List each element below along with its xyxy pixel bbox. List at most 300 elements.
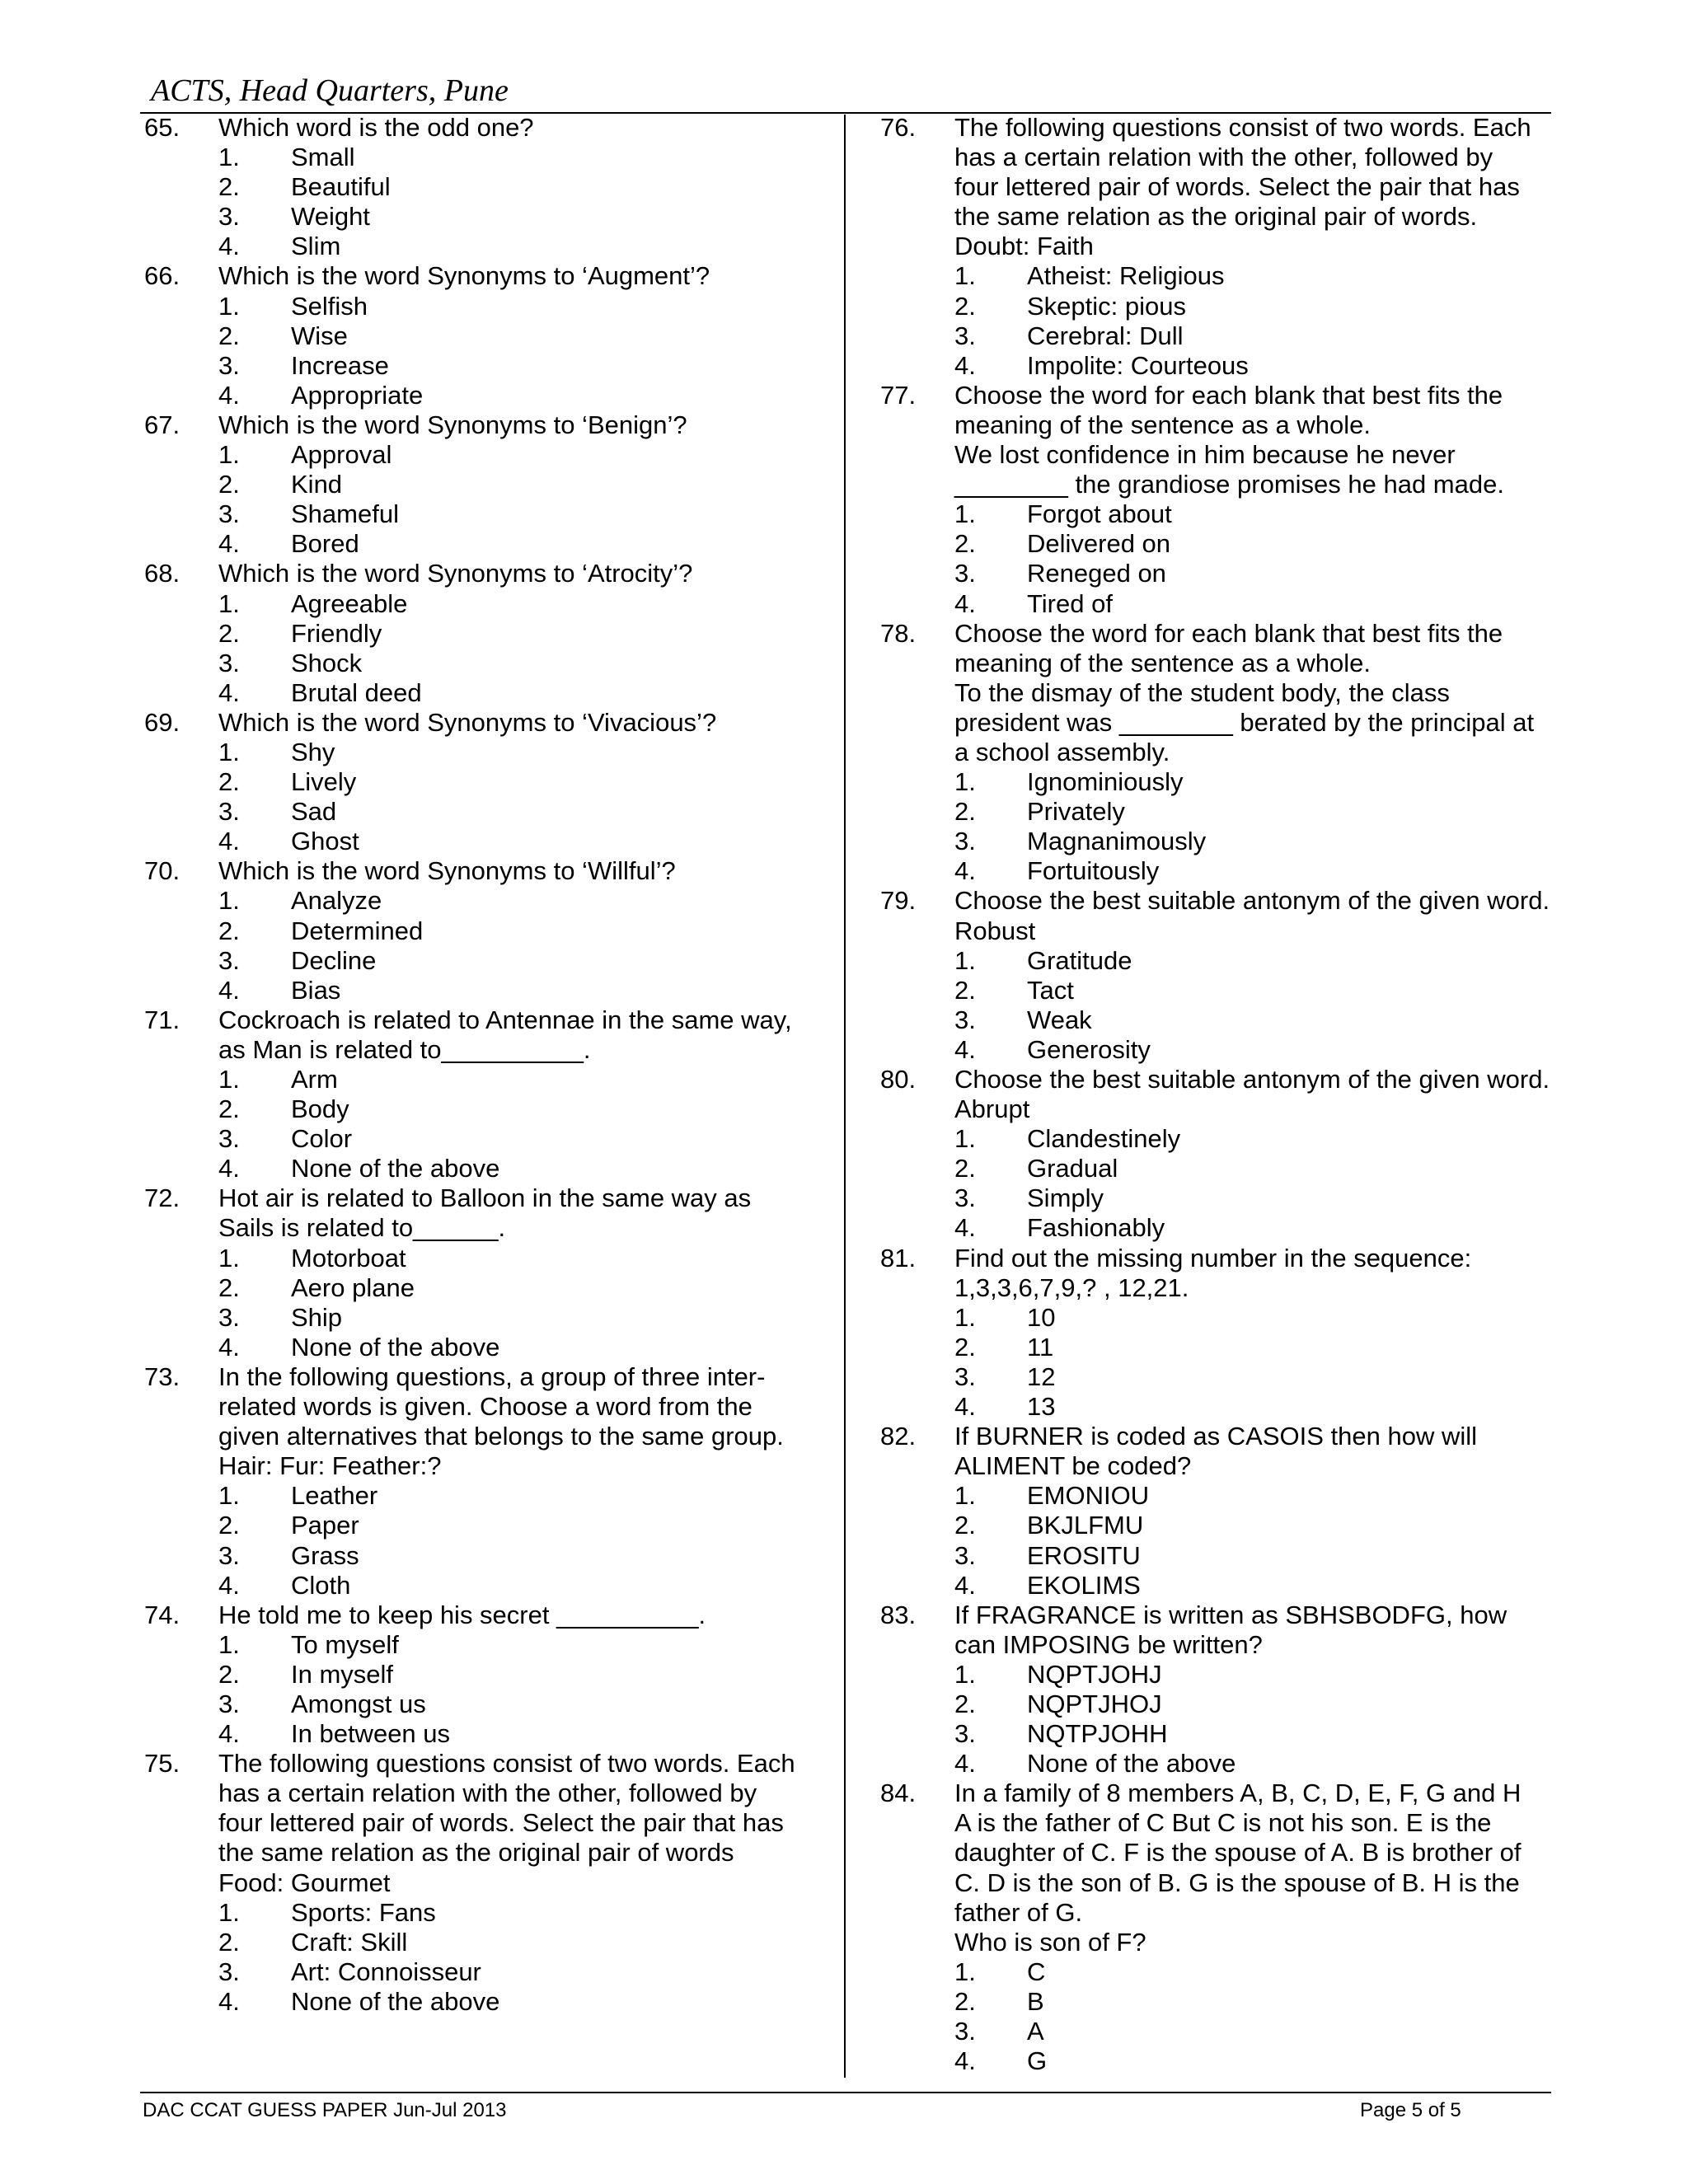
question-line: [880, 1244, 1564, 1273]
question-line: [144, 1392, 820, 1422]
question-text: The following questions consist of two words. Each: [954, 113, 1531, 142]
answer-option: [144, 1898, 820, 1928]
option-number: 4.: [954, 588, 976, 618]
question-line: [880, 1094, 1564, 1124]
answer-option: [144, 1244, 820, 1273]
option-number: 4.: [218, 1570, 240, 1600]
question-text: A is the father of C But C is not his son. E is the: [954, 1808, 1492, 1838]
option-label: Appropriate: [291, 380, 424, 410]
question-text: daughter of C. F is the spouse of A. B is brother of: [954, 1838, 1522, 1868]
question-number: 80.: [880, 1065, 917, 1094]
question-number: 68.: [144, 559, 181, 588]
answer-option: [880, 1719, 1564, 1749]
option-number: 1.: [218, 291, 240, 321]
question-text: Which is the word Synonyms to ‘Vivacious’?: [218, 707, 717, 737]
question-line: [880, 886, 1564, 916]
option-number: 2.: [218, 1094, 240, 1124]
question: [144, 410, 820, 559]
question-line: [880, 202, 1564, 232]
question-text: Doubt: Faith: [954, 232, 1094, 261]
question-number: 83.: [880, 1600, 917, 1629]
question-text: C. D is the son of B. G is the spouse of B. H is the: [954, 1868, 1520, 1897]
option-number: 4.: [954, 2046, 976, 2076]
option-number: 2.: [954, 1689, 976, 1718]
option-number: 3.: [218, 945, 240, 975]
question-text: Hair: Fur: Feather:?: [218, 1451, 442, 1481]
question-line: [144, 1868, 820, 1898]
question-text: meaning of the sentence as a whole.: [954, 648, 1371, 677]
question-text: 1,3,3,6,7,9,? , 12,21.: [954, 1272, 1189, 1302]
option-number: 1.: [218, 1243, 240, 1272]
option-number: 2.: [954, 1154, 976, 1183]
option-label: Tired of: [1027, 588, 1113, 618]
answer-option: [144, 1719, 820, 1749]
answer-option: [880, 976, 1564, 1005]
option-label: None of the above: [291, 1332, 500, 1361]
question-number: 81.: [880, 1243, 917, 1272]
option-label: Decline: [291, 945, 377, 975]
question-number: 66.: [144, 261, 181, 291]
option-label: Amongst us: [291, 1689, 426, 1718]
option-label: Skeptic: pious: [1027, 291, 1186, 321]
option-number: 2.: [218, 1272, 240, 1302]
option-number: 2.: [218, 1511, 240, 1540]
option-label: Motorboat: [291, 1243, 406, 1272]
option-label: Selfish: [291, 291, 368, 321]
option-number: 3.: [218, 648, 240, 677]
question-text: Choose the best suitable antonym of the given word.: [954, 1065, 1550, 1094]
option-number: 1.: [218, 1629, 240, 1659]
question-text: In the following questions, a group of three inter-: [218, 1361, 766, 1391]
option-number: 2.: [218, 1927, 240, 1957]
option-label: Body: [291, 1094, 349, 1124]
answer-option: [144, 202, 820, 232]
option-number: 3.: [218, 1302, 240, 1332]
answer-option: [880, 797, 1564, 827]
answer-option: [880, 1154, 1564, 1183]
option-number: 3.: [954, 321, 976, 350]
question-line: [144, 856, 820, 886]
answer-option: [880, 1213, 1564, 1243]
option-number: 4.: [954, 856, 976, 886]
option-number: 4.: [954, 1570, 976, 1600]
option-label: BKJLFMU: [1027, 1511, 1144, 1540]
answer-option: [144, 619, 820, 649]
question-line: [144, 1422, 820, 1451]
question-line: [880, 1065, 1564, 1094]
answer-option: [144, 1273, 820, 1303]
option-number: 1.: [218, 440, 240, 470]
option-label: Delivered on: [1027, 529, 1171, 559]
question-line: [880, 1630, 1564, 1660]
question-text: father of G.: [954, 1897, 1083, 1927]
answer-option: [144, 1333, 820, 1362]
option-label: None of the above: [291, 1154, 500, 1183]
question: [144, 708, 820, 856]
question: [880, 381, 1564, 619]
option-label: Weight: [291, 202, 370, 232]
option-label: Sports: Fans: [291, 1897, 436, 1927]
question-text: Which is the word Synonyms to ‘Augment’?: [218, 261, 710, 291]
option-label: In between us: [291, 1719, 451, 1749]
option-number: 4.: [218, 1154, 240, 1183]
answer-option: [144, 678, 820, 708]
option-label: Gradual: [1027, 1154, 1118, 1183]
answer-option: [880, 827, 1564, 856]
question-line: [880, 678, 1564, 708]
option-number: 2.: [218, 1659, 240, 1689]
question-line: [880, 1838, 1564, 1868]
question-line: [880, 649, 1564, 678]
answer-option: [880, 1749, 1564, 1779]
answer-option: [144, 440, 820, 470]
option-number: 1.: [954, 945, 976, 975]
option-label: NQPTJHOJ: [1027, 1689, 1162, 1718]
question-number: 71.: [144, 1005, 181, 1034]
answer-option: [144, 292, 820, 321]
option-number: 3.: [954, 2017, 976, 2046]
answer-option: [880, 1183, 1564, 1213]
question-text: meaning of the sentence as a whole.: [954, 410, 1371, 439]
option-number: 2.: [954, 1986, 976, 2016]
option-number: 4.: [954, 350, 976, 380]
option-number: 1.: [218, 886, 240, 916]
option-label: Lively: [291, 767, 357, 797]
question-number: 82.: [880, 1422, 917, 1451]
option-number: 4.: [218, 975, 240, 1005]
option-number: 1.: [954, 499, 976, 529]
answer-option: [144, 886, 820, 916]
option-number: 3.: [218, 797, 240, 827]
question-line: [144, 1362, 820, 1392]
question-text: To the dismay of the student body, the class: [954, 677, 1450, 707]
answer-option: [144, 381, 820, 410]
option-number: 1.: [218, 588, 240, 618]
option-label: Shameful: [291, 499, 399, 529]
option-label: Reneged on: [1027, 559, 1166, 588]
option-number: 1.: [218, 143, 240, 172]
question-line: [880, 1868, 1564, 1898]
question-line: [144, 1749, 820, 1779]
right-column: [880, 113, 1564, 2076]
question-text: Abrupt: [954, 1094, 1030, 1124]
question-number: 72.: [144, 1183, 181, 1213]
option-label: 10: [1027, 1302, 1056, 1332]
option-number: 2.: [954, 291, 976, 321]
question-line: [880, 916, 1564, 946]
question: [880, 619, 1564, 887]
question-line: [880, 1601, 1564, 1630]
question-text: has a certain relation with the other, followed by: [954, 143, 1493, 172]
answer-option: [880, 589, 1564, 619]
question-line: [144, 1808, 820, 1838]
answer-option: [144, 1154, 820, 1183]
question-line: [144, 1779, 820, 1808]
option-label: Cerebral: Dull: [1027, 321, 1184, 350]
answer-option: [880, 767, 1564, 797]
answer-option: [144, 351, 820, 381]
option-number: 3.: [218, 1957, 240, 1986]
question: [880, 1422, 1564, 1601]
option-number: 4.: [218, 380, 240, 410]
option-label: Clandestinely: [1027, 1124, 1181, 1154]
option-number: 1.: [954, 261, 976, 291]
answer-option: [880, 321, 1564, 351]
question-line: [144, 559, 820, 588]
option-number: 4.: [218, 1719, 240, 1749]
left-column: [144, 113, 820, 2017]
question-line: [880, 1808, 1564, 1838]
question-line: [880, 113, 1564, 143]
option-label: Fortuitously: [1027, 856, 1160, 886]
option-label: NQTPJOHH: [1027, 1719, 1168, 1749]
option-number: 1.: [954, 767, 976, 797]
answer-option: [880, 1035, 1564, 1065]
question-text: Choose the word for each blank that best fits the: [954, 618, 1503, 648]
option-label: Simply: [1027, 1183, 1104, 1213]
option-number: 3.: [954, 1361, 976, 1391]
option-label: Ignominiously: [1027, 767, 1184, 797]
option-number: 3.: [218, 350, 240, 380]
option-number: 2.: [218, 470, 240, 499]
question-text: The following questions consist of two words. Each: [218, 1749, 795, 1779]
option-number: 4.: [954, 1749, 976, 1779]
answer-option: [144, 1928, 820, 1957]
answer-option: [880, 1303, 1564, 1333]
question-line: [144, 410, 820, 440]
option-label: Determined: [291, 916, 424, 945]
answer-option: [880, 1392, 1564, 1422]
answer-option: [144, 470, 820, 499]
question-number: 65.: [144, 113, 181, 142]
question: [144, 856, 820, 1005]
option-number: 3.: [954, 1183, 976, 1213]
option-label: NQPTJOHJ: [1027, 1659, 1162, 1689]
option-label: Shy: [291, 737, 335, 766]
option-label: G: [1027, 2046, 1048, 2076]
option-label: Privately: [1027, 797, 1125, 827]
question-line: [880, 440, 1564, 470]
answer-option: [144, 916, 820, 946]
option-number: 1.: [218, 737, 240, 766]
question: [880, 1244, 1564, 1422]
answer-option: [144, 946, 820, 976]
question-text: We lost confidence in him because he never: [954, 440, 1456, 470]
option-label: Weak: [1027, 1005, 1092, 1034]
question: [144, 559, 820, 707]
option-label: Leather: [291, 1481, 378, 1511]
question: [144, 1601, 820, 1749]
option-number: 4.: [218, 677, 240, 707]
option-label: None of the above: [1027, 1749, 1236, 1779]
answer-option: [144, 1094, 820, 1124]
question-text: the same relation as the original pair of words.: [954, 202, 1478, 232]
answer-option: [880, 1362, 1564, 1392]
answer-option: [144, 232, 820, 261]
question-number: 78.: [880, 618, 917, 648]
answer-option: [880, 1690, 1564, 1719]
question-line: [880, 1422, 1564, 1451]
question-text: Choose the best suitable antonym of the given word.: [954, 886, 1550, 916]
question: [144, 1749, 820, 2017]
option-number: 1.: [218, 1481, 240, 1511]
question-text: Which is the word Synonyms to ‘Benign’?: [218, 410, 687, 439]
question-number: 84.: [880, 1779, 917, 1808]
answer-option: [880, 1333, 1564, 1362]
option-label: Gratitude: [1027, 945, 1132, 975]
option-label: EMONIOU: [1027, 1481, 1150, 1511]
footer-page-number: Page 5 of 5: [1360, 2099, 1461, 2121]
option-number: 1.: [954, 1659, 976, 1689]
question-text: He told me to keep his secret __________.: [218, 1600, 706, 1629]
question-text: If FRAGRANCE is written as SBHSBODFG, how: [954, 1600, 1507, 1629]
option-number: 1.: [954, 1302, 976, 1332]
question: [144, 1005, 820, 1184]
question-line: [880, 738, 1564, 767]
option-number: 3.: [954, 1005, 976, 1034]
question-text: the same relation as the original pair of words: [218, 1838, 734, 1868]
question-text: a school assembly.: [954, 737, 1170, 766]
option-label: EROSITU: [1027, 1540, 1141, 1570]
question-text: president was ________ berated by the principal at: [954, 707, 1535, 737]
option-number: 4.: [218, 827, 240, 856]
answer-option: [880, 261, 1564, 291]
answer-option: [144, 767, 820, 797]
question-text: ________ the grandiose promises he had made.: [954, 470, 1504, 499]
option-label: Wise: [291, 321, 348, 350]
question-text: Who is son of F?: [954, 1927, 1146, 1957]
question-text: If BURNER is coded as CASOIS then how will: [954, 1422, 1478, 1451]
question-text: four lettered pair of words. Select the pair that has: [954, 172, 1520, 202]
question-line: [144, 1838, 820, 1868]
question-line: [144, 1035, 820, 1065]
question-line: [880, 1273, 1564, 1303]
option-number: 2.: [954, 529, 976, 559]
option-label: Sad: [291, 797, 337, 827]
option-number: 4.: [218, 232, 240, 261]
question-text: Find out the missing number in the sequence:: [954, 1243, 1472, 1272]
question-text: Which word is the odd one?: [218, 113, 534, 142]
option-label: Arm: [291, 1065, 338, 1094]
answer-option: [144, 1660, 820, 1690]
answer-option: [144, 1541, 820, 1571]
question-line: [880, 381, 1564, 410]
answer-option: [144, 797, 820, 827]
option-label: Atheist: Religious: [1027, 261, 1225, 291]
question-line: [880, 1451, 1564, 1481]
question-text: Sails is related to______.: [218, 1213, 506, 1243]
option-number: 1.: [954, 1481, 976, 1511]
option-number: 3.: [218, 1124, 240, 1154]
answer-option: [880, 1481, 1564, 1511]
answer-option: [880, 1511, 1564, 1540]
question-line: [880, 619, 1564, 649]
question-text: related words is given. Choose a word from the: [218, 1392, 753, 1422]
question-text: Which is the word Synonyms to ‘Atrocity’?: [218, 559, 693, 588]
option-number: 2.: [954, 1332, 976, 1361]
option-label: C: [1027, 1957, 1046, 1986]
question-number: 67.: [144, 410, 181, 439]
option-number: 3.: [954, 1540, 976, 1570]
answer-option: [880, 2017, 1564, 2046]
option-number: 1.: [954, 1957, 976, 1986]
option-label: Ship: [291, 1302, 343, 1332]
question: [144, 113, 820, 261]
option-number: 2.: [954, 1511, 976, 1540]
option-number: 3.: [218, 499, 240, 529]
answer-option: [880, 1005, 1564, 1035]
option-label: Increase: [291, 350, 389, 380]
column-divider: [844, 115, 846, 2078]
option-label: Fashionably: [1027, 1213, 1165, 1243]
question-line: [144, 1213, 820, 1243]
question-number: 69.: [144, 707, 181, 737]
answer-option: [880, 856, 1564, 886]
option-number: 3.: [218, 1540, 240, 1570]
answer-option: [880, 499, 1564, 529]
answer-option: [880, 946, 1564, 976]
question-line: [880, 1898, 1564, 1928]
answer-option: [144, 529, 820, 559]
question-number: 76.: [880, 113, 917, 142]
question-text: given alternatives that belongs to the same group.: [218, 1422, 784, 1451]
option-label: A: [1027, 2017, 1044, 2046]
answer-option: [144, 1303, 820, 1333]
answer-option: [144, 1690, 820, 1719]
answer-option: [880, 1541, 1564, 1571]
answer-option: [880, 1124, 1564, 1154]
question-line: [144, 1601, 820, 1630]
answer-option: [144, 499, 820, 529]
question-line: [880, 172, 1564, 202]
question-text: Hot air is related to Balloon in the same way as: [218, 1183, 752, 1213]
answer-option: [144, 649, 820, 678]
option-number: 4.: [954, 1034, 976, 1064]
option-label: In myself: [291, 1659, 394, 1689]
answer-option: [144, 172, 820, 202]
answer-option: [144, 976, 820, 1005]
option-label: None of the above: [291, 1986, 500, 2016]
question-number: 75.: [144, 1749, 181, 1779]
option-label: Brutal deed: [291, 677, 422, 707]
question-number: 70.: [144, 856, 181, 886]
answer-option: [144, 1630, 820, 1660]
option-number: 1.: [954, 1124, 976, 1154]
question-text: ALIMENT be coded?: [954, 1451, 1192, 1481]
question: [880, 1779, 1564, 2076]
question: [880, 1601, 1564, 1779]
option-label: Small: [291, 143, 355, 172]
question: [880, 1065, 1564, 1244]
option-label: Bored: [291, 529, 359, 559]
question-line: [144, 261, 820, 291]
answer-option: [144, 589, 820, 619]
question-line: [144, 1451, 820, 1481]
answer-option: [144, 1957, 820, 1987]
option-label: Grass: [291, 1540, 359, 1570]
option-label: Shock: [291, 648, 363, 677]
question-text: Cockroach is related to Antennae in the same way,: [218, 1005, 792, 1034]
question: [144, 261, 820, 410]
option-number: 3.: [218, 1689, 240, 1718]
question-number: 77.: [880, 380, 917, 410]
option-label: Tact: [1027, 975, 1074, 1005]
question-line: [880, 1928, 1564, 1957]
question-number: 73.: [144, 1361, 181, 1391]
option-label: B: [1027, 1986, 1044, 2016]
answer-option: [144, 1511, 820, 1540]
question-text: Food: Gourmet: [218, 1868, 391, 1897]
